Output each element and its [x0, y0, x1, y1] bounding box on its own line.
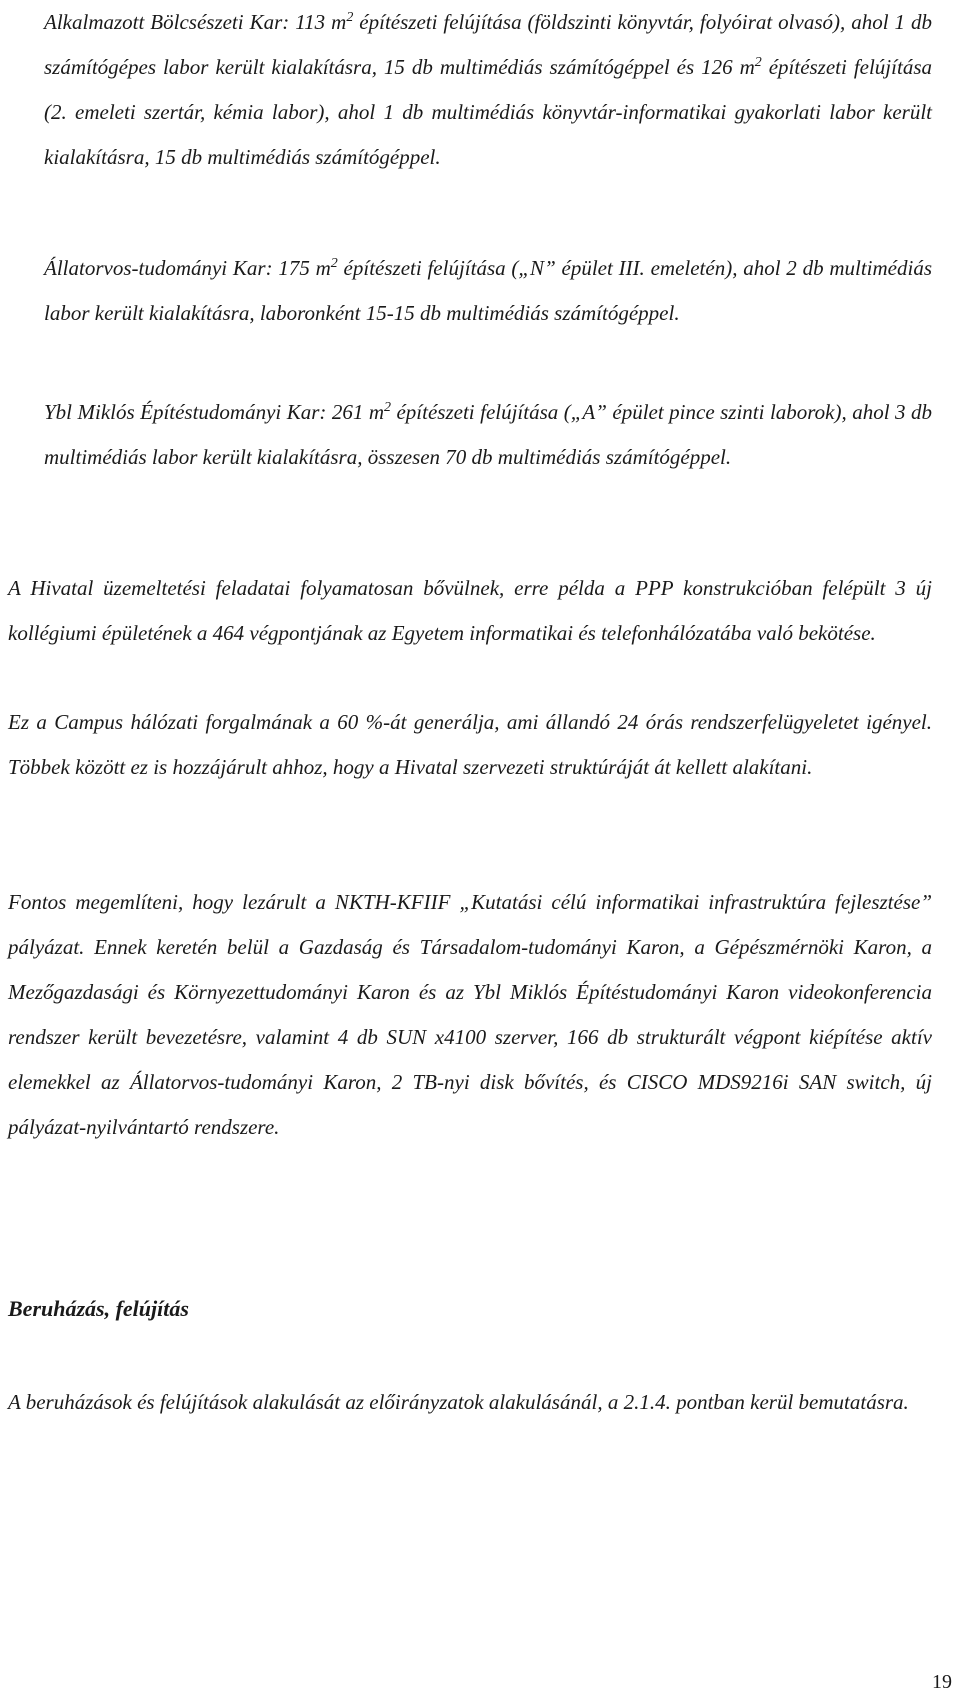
- faculty-item-alkalmazott: [44, 0, 932, 180]
- item-text: építészeti felújítása (földszinti könyvtár, folyóirat olvasó), ahol 1 db számítógépes labor került kialakításra, 15 db multimédiás számítógéppel és 126 m: [44, 10, 933, 79]
- superscript: 2: [330, 256, 338, 271]
- paragraph-nkth: Fontos megemlíteni, hogy lezárult a NKTH-KFIIF „Kutatási célú informatikai infrastruktúra fejlesztése” pályázat. Ennek keretén belül a Gazdaság és Társadalom-tudományi Karon, a Gépészmérnöki Karon, a Mezőgazdasági és Környezettudományi Karon és az Ybl Miklós Építéstudományi Karon videokonferencia rendszer került bevezetésre, valamint 4 db SUN x4100 szerver, 166 db strukturált végpont kiépítése aktív elemekkel az Állatorvos-tudományi Karon, 2 TB-nyi disk bővítés, és CISCO MDS9216i SAN switch, új pályázat-nyilvántartó rendszere.: [8, 890, 932, 1139]
- item-text: építészeti felújítása („A” épület pince szinti laborok), ahol 3 db multimédiás labor került kialakításra, összesen 70 db multimédiás számítógéppel.: [44, 400, 932, 469]
- item-text: Állatorvos-tudományi Kar: 175 m: [44, 256, 331, 280]
- item-text: Alkalmazott Bölcsészeti Kar: 113 m: [44, 10, 347, 34]
- paragraph-campus: Ez a Campus hálózati forgalmának a 60 %-át generálja, ami állandó 24 órás rendszerfelügyeletet igényel. Többek között ez is hozzájárult ahhoz, hogy a Hivatal szervezeti struktúráját át kellett alakítani.: [8, 710, 932, 779]
- item-text: Ybl Miklós Építéstudományi Kar: 261 m: [44, 400, 385, 424]
- section-heading: Beruházás, felújítás: [8, 1296, 189, 1321]
- superscript: 2: [346, 10, 354, 25]
- item-text: építészeti felújítása („N” épület III. emeletén), ahol 2 db multimédiás labor került kialakításra, laboronként 15-15 db multimédiás számítógéppel.: [44, 256, 932, 325]
- page-number: 19: [932, 1671, 952, 1693]
- superscript: 2: [384, 400, 392, 415]
- item-text: építészeti felújítása (2. emeleti szertár, kémia labor), ahol 1 db multimédiás könyvtár-informatikai gyakorlati labor került kialakításra, 15 db multimédiás számítógéppel.: [44, 55, 932, 169]
- superscript: 2: [754, 55, 762, 70]
- paragraph-hivatal: A Hivatal üzemeltetési feladatai folyamatosan bővülnek, erre példa a PPP konstrukcióban felépült 3 új kollégiumi épületének a 464 végpontjának az Egyetem informatikai és telefonhálózatába való bekötése.: [8, 576, 932, 645]
- faculty-item-ybl: [44, 390, 932, 480]
- faculty-item-allatorvos: [44, 246, 932, 336]
- paragraph-beruhazas: A beruházások és felújítások alakulását az előirányzatok alakulásánál, a 2.1.4. pontban kerül bemutatásra.: [8, 1390, 909, 1414]
